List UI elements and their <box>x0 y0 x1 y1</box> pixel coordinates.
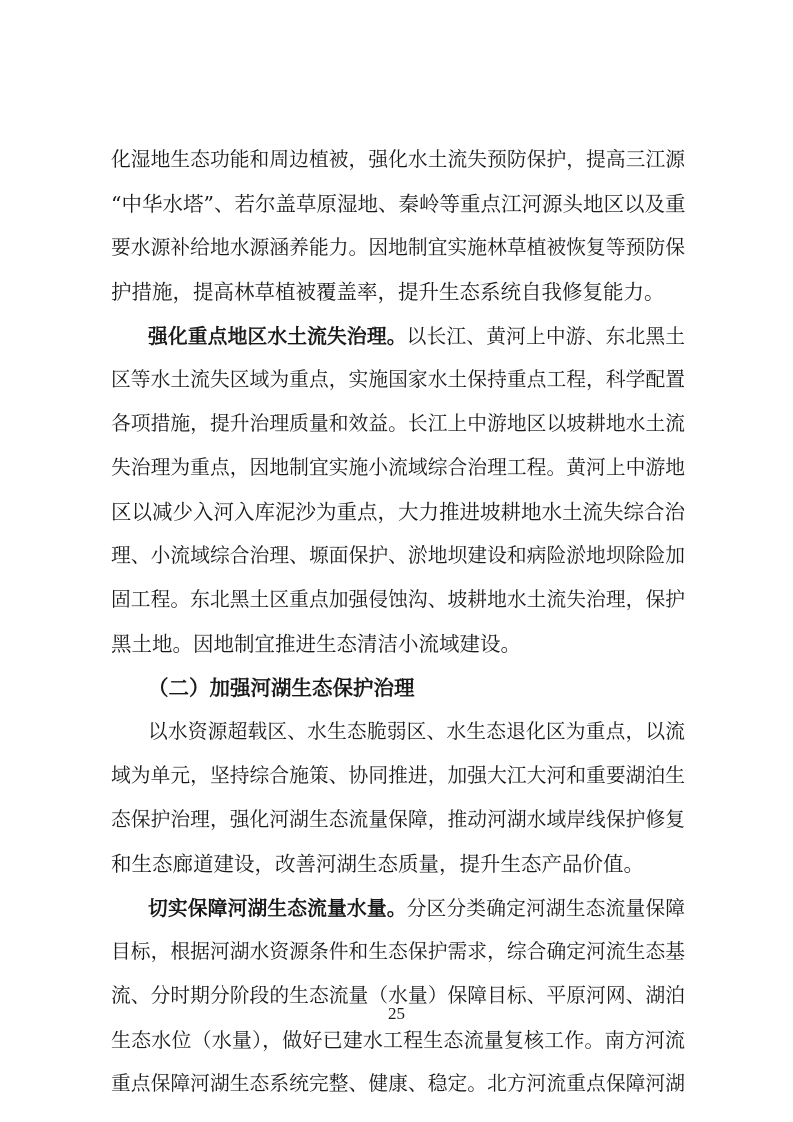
text-line: 域为单元，坚持综合施策、协同推进，加强大江大河和重要湖泊生 <box>111 764 685 787</box>
text-line <box>111 886 685 930</box>
text-line: 以水资源超载区、水生态脆弱区、水生态退化区为重点，以流 <box>148 720 685 743</box>
section-heading: （二）加强河湖生态保护治理 <box>148 676 415 700</box>
text-line: 态保护治理，强化河湖生态流量保障，推动河湖水域岸线保护修复 <box>111 808 685 831</box>
paragraph-lead: 切实保障河湖生态流量水量。 <box>148 896 407 920</box>
text-line: 重点保障河湖生态系统完整、健康、稳定。北方河流重点保障河湖 <box>111 1072 685 1095</box>
paragraph-text: 分区分类确定河湖生态流量保障 <box>406 897 685 920</box>
text-line: 护措施，提高林草植被覆盖率，提升生态系统自我修复能力。 <box>111 280 665 304</box>
paragraph-text: 以长江、黄河上中游、东北黑土 <box>406 325 685 348</box>
text-line <box>111 314 685 358</box>
paragraph-lead: 强化重点地区水土流失治理。 <box>148 324 407 348</box>
text-line: 各项措施，提升治理质量和效益。长江上中游地区以坡耕地水土流 <box>111 412 685 435</box>
text-line: 固工程。东北黑土区重点加强侵蚀沟、坡耕地水土流失治理，保护 <box>111 588 685 611</box>
text-line: 区等水土流失区域为重点，实施国家水土保持重点工程，科学配置 <box>111 368 685 391</box>
text-line: 化湿地生态功能和周边植被，强化水土流失预防保护，提高三江源 <box>111 148 685 171</box>
text-line: 理、小流域综合治理、塬面保护、淤地坝建设和病险淤地坝除险加 <box>111 544 685 567</box>
text-line: 区以减少入河入库泥沙为重点，大力推进坡耕地水土流失综合治 <box>111 500 685 524</box>
page-number: 25 <box>388 1004 405 1023</box>
text-line: 流、分时期分阶段的生态流量（水量）保障目标、平原河网、湖泊 <box>111 984 685 1007</box>
paragraph <box>111 886 685 1106</box>
text-line: 目标，根据河湖水资源条件和生态保护需求，综合确定河流生态基 <box>111 940 685 963</box>
paragraph <box>111 314 685 666</box>
text-line: 生态水位（水量），做好已建水工程生态流量复核工作。南方河流 <box>111 1028 685 1052</box>
text-line: “中华水塔”、若尔盖草原湿地、秦岭等重点江河源头地区以及重 <box>111 192 686 216</box>
paragraph <box>111 710 685 886</box>
document-body <box>111 138 685 1106</box>
paragraph <box>111 138 685 314</box>
text-line: 要水源补给地水源涵养能力。因地制宜实施林草植被恢复等预防保 <box>111 236 685 259</box>
text-line: 和生态廊道建设，改善河湖生态质量，提升生态产品价值。 <box>111 852 644 876</box>
text-line: 失治理为重点，因地制宜实施小流域综合治理工程。黄河上中游地 <box>111 456 685 479</box>
text-line: 黑土地。因地制宜推进生态清洁小流域建设。 <box>111 632 521 656</box>
